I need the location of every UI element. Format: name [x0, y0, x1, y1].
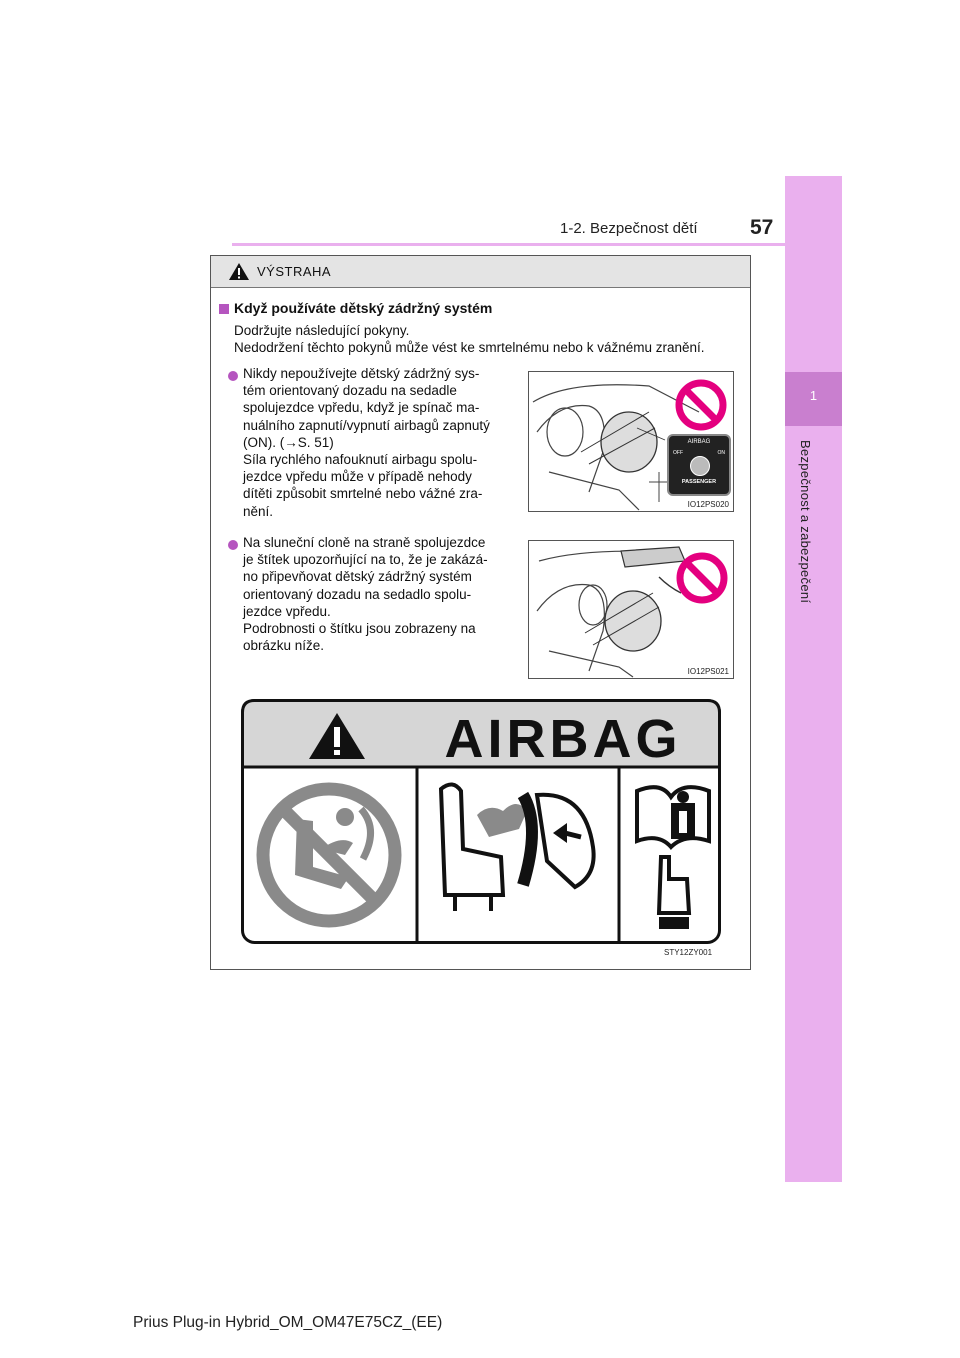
- warning-box: [210, 255, 751, 970]
- airbag-warning-label: [241, 699, 721, 944]
- square-bullet-icon: [219, 304, 229, 314]
- text-line: nění.: [243, 503, 274, 519]
- airbag-switch-panel: [667, 434, 731, 496]
- text-line: Síla rychlého nafouknutí airbagu spolu-: [243, 452, 478, 468]
- intro-line: Nedodržení těchto pokynů může vést ke smrtelnému nebo k vážnému zranění.: [234, 340, 705, 355]
- text-line: je štítek upozorňující na to, že je zakázá-: [243, 552, 488, 568]
- warning-subtitle: Když používáte dětský zádržný systém: [234, 300, 493, 316]
- chapter-number: 1: [809, 388, 818, 403]
- text-line: Na sluneční cloně na straně spolujezdce: [243, 535, 486, 550]
- text-line: nuálního zapnutí/vypnutí airbagů zapnutý: [243, 417, 490, 433]
- text-line: jezdce vpředu.: [243, 603, 331, 619]
- warning-intro: [234, 322, 746, 356]
- warning-header: [211, 256, 750, 288]
- figure-sun-visor-label: [528, 540, 734, 679]
- chapter-title: Bezpečnost a zabezpečení: [798, 440, 813, 604]
- switch-panel-title: AIRBAG: [687, 439, 711, 445]
- text-line: obrázku níže.: [243, 638, 325, 654]
- document-footer: Prius Plug-in Hybrid_OM_OM47E75CZ_(EE): [133, 1314, 443, 1331]
- prohibition-icon: [674, 378, 728, 432]
- page-number: 57: [750, 216, 774, 239]
- label-caption: STY12ZY001: [664, 948, 713, 957]
- prohibition-icon: [675, 551, 729, 605]
- list-item-text: [243, 365, 517, 520]
- switch-passenger-label: PASSENGER: [681, 479, 717, 485]
- text-line: orientovaný dozadu na sedadlo spolu-: [243, 586, 472, 602]
- text-line: jezdce vpředu může v případě nehody: [243, 469, 472, 485]
- switch-on-label: ON: [717, 450, 725, 456]
- round-bullet-icon: [228, 540, 238, 550]
- text-line: spolujezdce vpředu, když je spínač ma-: [243, 400, 480, 416]
- warning-triangle-icon: [228, 262, 250, 281]
- text-line: (ON). (→S. 51): [243, 434, 334, 450]
- label-airbag-title: AIRBAG: [444, 709, 682, 769]
- chapter-side-tab: [785, 176, 842, 1182]
- warning-title: VÝSTRAHA: [257, 264, 332, 279]
- header-divider: [232, 243, 785, 246]
- switch-off-label: OFF: [673, 450, 683, 456]
- figure-caption: IO12PS020: [687, 500, 729, 509]
- round-bullet-icon: [228, 371, 238, 381]
- text-line: Podrobnosti o štítku jsou zobrazeny na: [243, 621, 476, 637]
- intro-line: Dodržujte následující pokyny.: [234, 323, 410, 338]
- text-line: Nikdy nepoužívejte dětský zádržný sys-: [243, 366, 480, 381]
- figure-airbag-switch: [528, 371, 734, 512]
- key-switch-icon: [690, 456, 710, 476]
- figure-caption: IO12PS021: [687, 667, 729, 676]
- list-item-text: [243, 534, 517, 654]
- text-line: no připevňovat dětský zádržný systém: [243, 569, 472, 585]
- text-line: dítěti způsobit smrtelné nebo vážné zra-: [243, 486, 483, 502]
- section-title: 1-2. Bezpečnost dětí: [560, 220, 698, 237]
- text-line: tém orientovaný dozadu na sedadle: [243, 383, 457, 399]
